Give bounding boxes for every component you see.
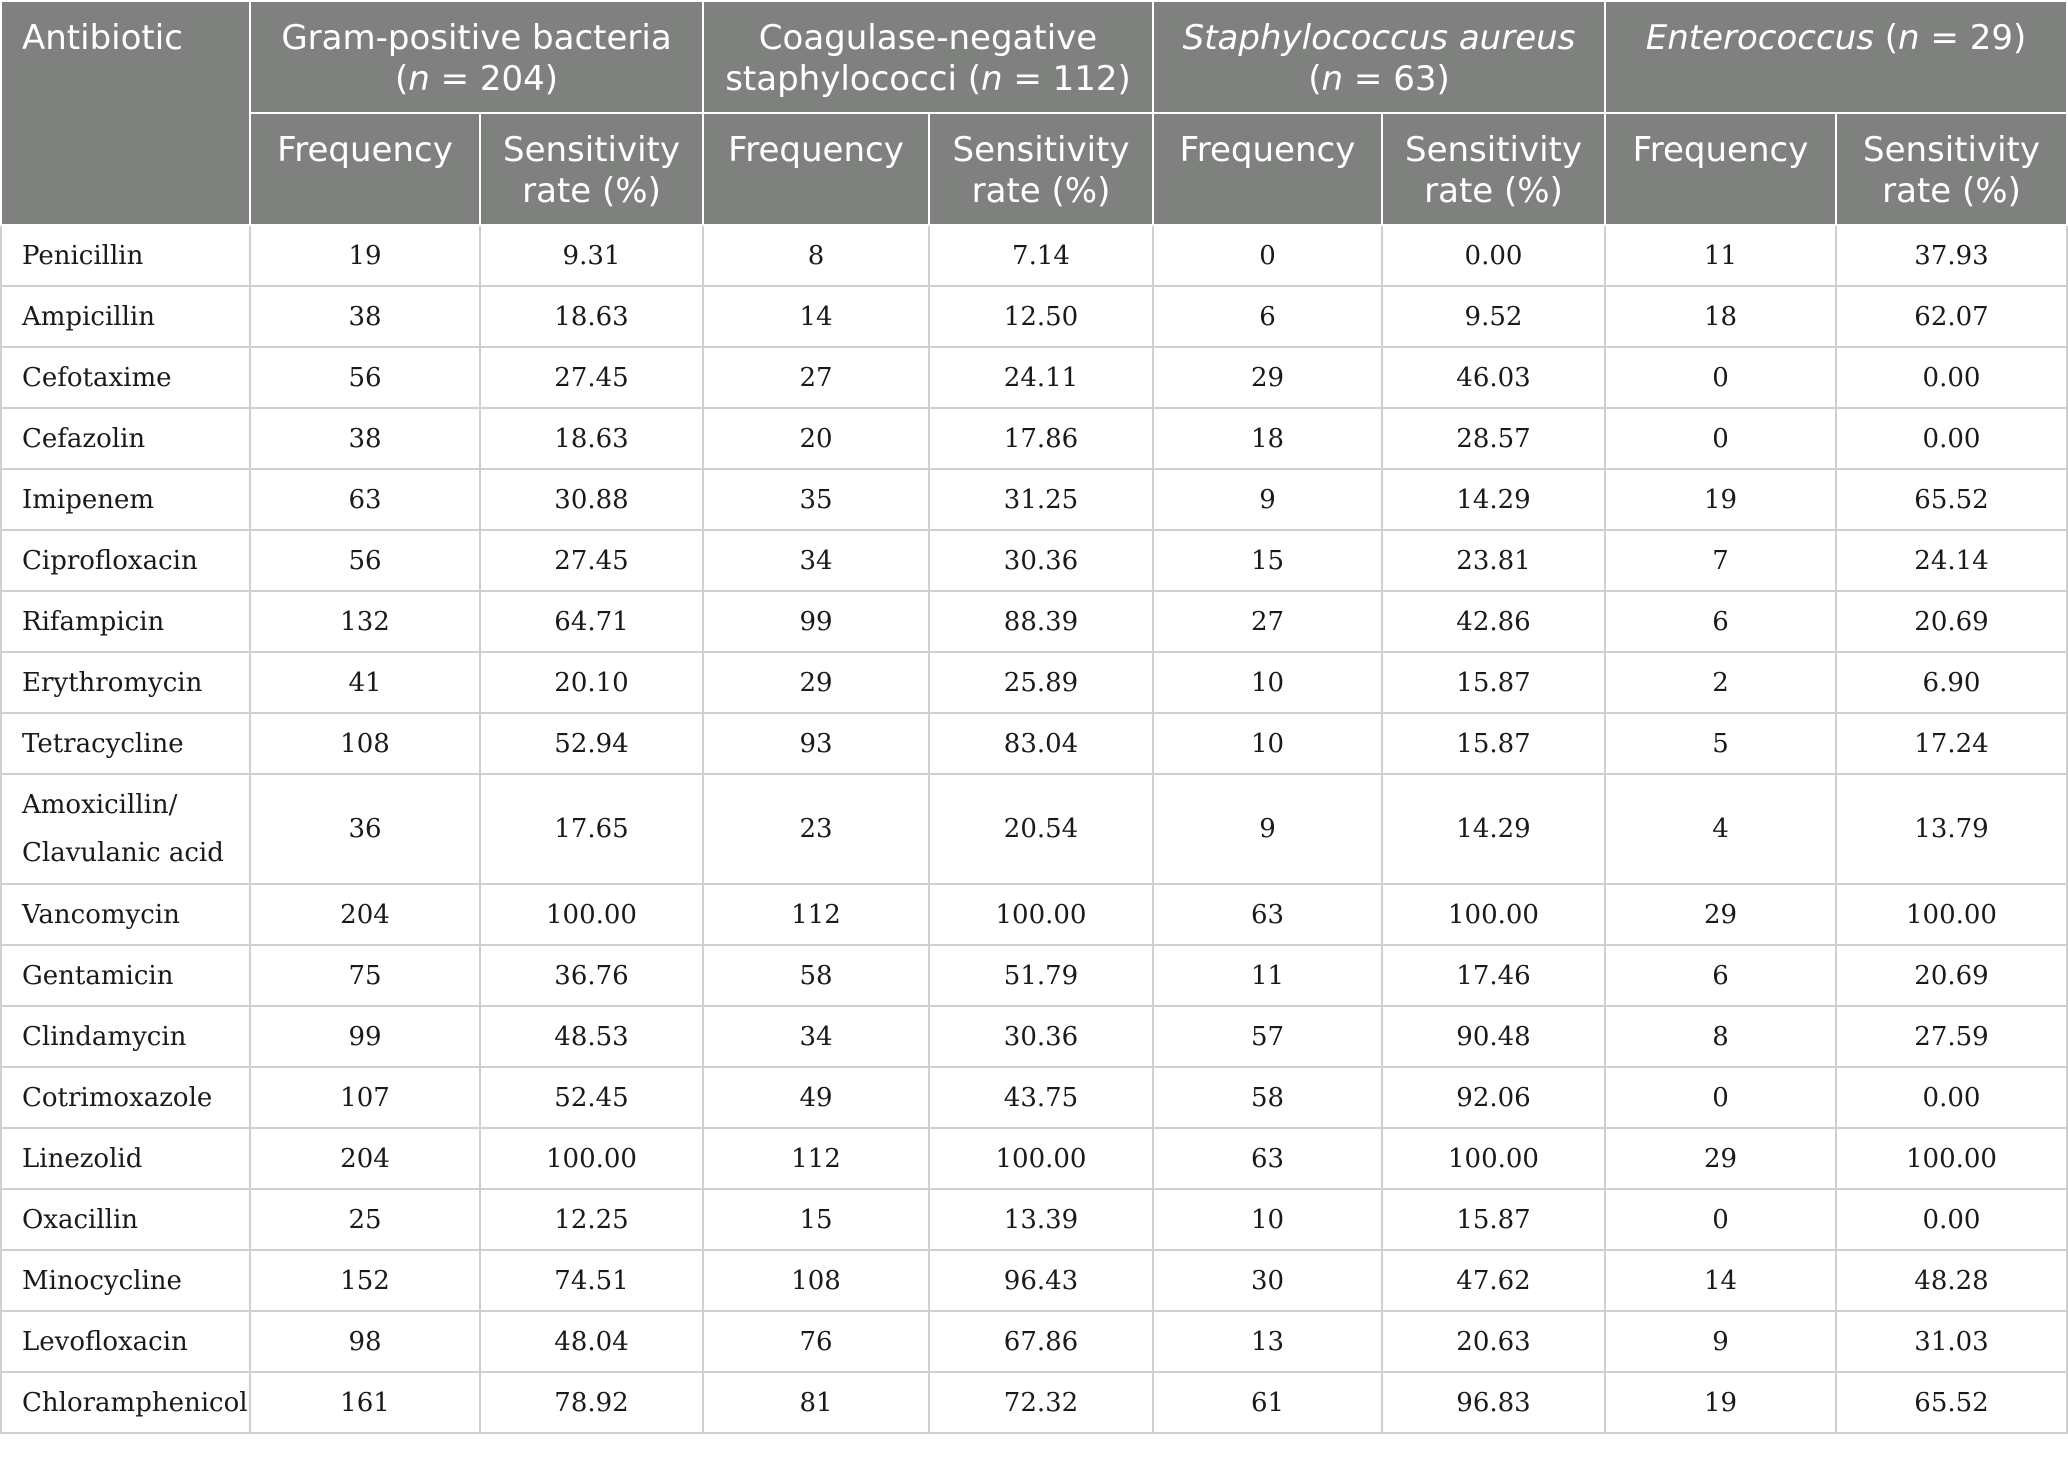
- frequency-cell: 18: [1153, 408, 1382, 469]
- sensitivity-cell: 0.00: [1836, 347, 2067, 408]
- frequency-cell: 75: [250, 945, 480, 1006]
- table-row: [1, 530, 2067, 591]
- group-n-value: = 29): [1919, 18, 2027, 58]
- sensitivity-cell: 48.53: [480, 1006, 703, 1067]
- frequency-cell: 204: [250, 884, 480, 945]
- sensitivity-cell: 62.07: [1836, 286, 2067, 347]
- frequency-cell: 6: [1153, 286, 1382, 347]
- table-row: [1, 1006, 2067, 1067]
- table-row: [1, 1067, 2067, 1128]
- table-row: [1, 774, 2067, 884]
- frequency-cell: 13: [1153, 1311, 1382, 1372]
- group-label: Coagulase-negative staphylococci: [725, 18, 1098, 99]
- frequency-cell: 81: [703, 1372, 929, 1433]
- frequency-cell: 8: [703, 225, 929, 286]
- frequency-cell: 63: [1153, 884, 1382, 945]
- frequency-cell: 63: [1153, 1128, 1382, 1189]
- antibiotic-name-text: Cefotaxime: [22, 362, 172, 393]
- sensitivity-cell: 6.90: [1836, 652, 2067, 713]
- frequency-cell: 11: [1153, 945, 1382, 1006]
- frequency-cell: 14: [1605, 1250, 1836, 1311]
- frequency-cell: 10: [1153, 652, 1382, 713]
- antibiotic-name: [1, 713, 250, 774]
- frequency-cell: 6: [1605, 591, 1836, 652]
- frequency-cell: 57: [1153, 1006, 1382, 1067]
- frequency-cell: 15: [703, 1189, 929, 1250]
- table-row: [1, 652, 2067, 713]
- frequency-cell: 10: [1153, 1189, 1382, 1250]
- group-species: Staphylococcus aureus: [1182, 18, 1576, 58]
- sensitivity-cell: 100.00: [1382, 884, 1605, 945]
- sensitivity-cell: 100.00: [1382, 1128, 1605, 1189]
- frequency-cell: 112: [703, 884, 929, 945]
- header-frequency: Frequency: [1605, 113, 1836, 225]
- table-row: [1, 286, 2067, 347]
- sensitivity-cell: 25.89: [929, 652, 1153, 713]
- frequency-cell: 34: [703, 1006, 929, 1067]
- frequency-cell: 38: [250, 286, 480, 347]
- frequency-cell: 29: [1605, 1128, 1836, 1189]
- frequency-cell: 29: [1153, 347, 1382, 408]
- sensitivity-cell: 24.14: [1836, 530, 2067, 591]
- antibiotic-name: [1, 530, 250, 591]
- frequency-cell: 41: [250, 652, 480, 713]
- antibiotic-name-text: Vancomycin: [22, 899, 180, 930]
- frequency-cell: 2: [1605, 652, 1836, 713]
- frequency-cell: 0: [1605, 347, 1836, 408]
- frequency-cell: 99: [703, 591, 929, 652]
- antibiotic-name-text: Amoxicillin/ Clavulanic acid: [22, 790, 224, 868]
- antibiotic-name-text: Clindamycin: [22, 1021, 187, 1052]
- sensitivity-cell: 23.81: [1382, 530, 1605, 591]
- sensitivity-cell: 13.79: [1836, 774, 2067, 884]
- antibiotic-name: [1, 469, 250, 530]
- frequency-cell: 9: [1153, 469, 1382, 530]
- frequency-cell: 11: [1605, 225, 1836, 286]
- antibiotic-name: [1, 1372, 250, 1433]
- group-n: n: [408, 59, 430, 99]
- antibiotic-name-text: Linezolid: [22, 1143, 143, 1174]
- sensitivity-cell: 12.50: [929, 286, 1153, 347]
- header-group-s-aureus: [1153, 1, 1605, 113]
- frequency-cell: 76: [703, 1311, 929, 1372]
- sensitivity-cell: 90.48: [1382, 1006, 1605, 1067]
- group-open: (: [1308, 59, 1322, 99]
- frequency-cell: 0: [1605, 1189, 1836, 1250]
- sensitivity-cell: 20.69: [1836, 591, 2067, 652]
- frequency-cell: 18: [1605, 286, 1836, 347]
- header-sensitivity: Sensitivity rate (%): [480, 113, 703, 225]
- antibiotic-name-text: Minocycline: [22, 1265, 182, 1296]
- frequency-cell: 34: [703, 530, 929, 591]
- sensitivity-cell: 31.25: [929, 469, 1153, 530]
- sensitivity-cell: 100.00: [929, 884, 1153, 945]
- frequency-cell: 38: [250, 408, 480, 469]
- sensitivity-cell: 20.63: [1382, 1311, 1605, 1372]
- table-body: [1, 225, 2067, 1433]
- group-n-value: = 112): [1002, 59, 1131, 99]
- header-sensitivity: Sensitivity rate (%): [1382, 113, 1605, 225]
- frequency-cell: 29: [1605, 884, 1836, 945]
- sensitivity-cell: 17.86: [929, 408, 1153, 469]
- antibiotic-name: [1, 347, 250, 408]
- antibiotic-name-text: Levofloxacin: [22, 1326, 188, 1357]
- table-row: [1, 469, 2067, 530]
- sensitivity-cell: 0.00: [1382, 225, 1605, 286]
- antibiotic-name: [1, 652, 250, 713]
- frequency-cell: 9: [1605, 1311, 1836, 1372]
- table-row: [1, 1189, 2067, 1250]
- header-group-cons: [703, 1, 1153, 113]
- sensitivity-cell: 0.00: [1836, 408, 2067, 469]
- sensitivity-cell: 0.00: [1836, 1189, 2067, 1250]
- header-sensitivity: Sensitivity rate (%): [929, 113, 1153, 225]
- table-row: [1, 591, 2067, 652]
- header-group-gram-positive: [250, 1, 703, 113]
- frequency-cell: 30: [1153, 1250, 1382, 1311]
- header-sensitivity: Sensitivity rate (%): [1836, 113, 2067, 225]
- sensitivity-cell: 42.86: [1382, 591, 1605, 652]
- sensitivity-cell: 24.11: [929, 347, 1153, 408]
- sensitivity-cell: 51.79: [929, 945, 1153, 1006]
- sensitivity-cell: 100.00: [1836, 1128, 2067, 1189]
- sensitivity-cell: 17.46: [1382, 945, 1605, 1006]
- frequency-cell: 49: [703, 1067, 929, 1128]
- frequency-cell: 6: [1605, 945, 1836, 1006]
- sensitivity-cell: 7.14: [929, 225, 1153, 286]
- sensitivity-cell: 14.29: [1382, 774, 1605, 884]
- antibiotic-name: [1, 286, 250, 347]
- group-label: Gram-positive bacteria: [281, 18, 672, 58]
- frequency-cell: 36: [250, 774, 480, 884]
- sensitivity-cell: 46.03: [1382, 347, 1605, 408]
- antibiotic-name: [1, 1067, 250, 1128]
- antibiotic-name: [1, 225, 250, 286]
- frequency-cell: 98: [250, 1311, 480, 1372]
- antibiotic-name-text: Cefazolin: [22, 423, 146, 454]
- frequency-cell: 112: [703, 1128, 929, 1189]
- antibiotic-name: [1, 408, 250, 469]
- antibiotic-name-text: Penicillin: [22, 240, 144, 271]
- antibiotic-name-text: Chloramphenicol: [22, 1387, 248, 1418]
- sensitivity-cell: 48.04: [480, 1311, 703, 1372]
- sensitivity-cell: 30.36: [929, 1006, 1153, 1067]
- frequency-cell: 99: [250, 1006, 480, 1067]
- sensitivity-cell: 20.10: [480, 652, 703, 713]
- antibiotic-name: [1, 1128, 250, 1189]
- antibiotic-name: [1, 591, 250, 652]
- frequency-cell: 0: [1153, 225, 1382, 286]
- frequency-cell: 27: [703, 347, 929, 408]
- frequency-cell: 15: [1153, 530, 1382, 591]
- table-row: [1, 1250, 2067, 1311]
- group-open: (: [967, 59, 981, 99]
- sensitivity-cell: 30.88: [480, 469, 703, 530]
- frequency-cell: 63: [250, 469, 480, 530]
- antibiotic-name: [1, 1006, 250, 1067]
- header-frequency: Frequency: [1153, 113, 1382, 225]
- sensitivity-cell: 78.92: [480, 1372, 703, 1433]
- sensitivity-cell: 100.00: [1836, 884, 2067, 945]
- table-header: [1, 1, 2067, 225]
- frequency-cell: 56: [250, 347, 480, 408]
- sensitivity-cell: 65.52: [1836, 1372, 2067, 1433]
- antibiotic-name-text: Cotrimoxazole: [22, 1082, 213, 1113]
- sensitivity-cell: 92.06: [1382, 1067, 1605, 1128]
- sensitivity-cell: 72.32: [929, 1372, 1153, 1433]
- sensitivity-cell: 18.63: [480, 286, 703, 347]
- frequency-cell: 20: [703, 408, 929, 469]
- frequency-cell: 29: [703, 652, 929, 713]
- antibiotic-name-text: Ampicillin: [22, 301, 155, 332]
- antibiotic-name: [1, 1250, 250, 1311]
- frequency-cell: 19: [1605, 1372, 1836, 1433]
- sensitivity-cell: 9.52: [1382, 286, 1605, 347]
- frequency-cell: 8: [1605, 1006, 1836, 1067]
- sensitivity-cell: 20.54: [929, 774, 1153, 884]
- sensitivity-cell: 31.03: [1836, 1311, 2067, 1372]
- group-n: n: [980, 59, 1003, 99]
- sensitivity-cell: 74.51: [480, 1250, 703, 1311]
- frequency-cell: 23: [703, 774, 929, 884]
- antibiotic-name-text: Tetracycline: [22, 728, 184, 759]
- header-antibiotic: Antibiotic: [1, 1, 250, 225]
- header-group-enterococcus: [1605, 1, 2067, 113]
- frequency-cell: 93: [703, 713, 929, 774]
- group-n: n: [1898, 18, 1920, 58]
- sensitivity-cell: 64.71: [480, 591, 703, 652]
- sensitivity-cell: 43.75: [929, 1067, 1153, 1128]
- group-open: (: [394, 59, 409, 99]
- table-row: [1, 945, 2067, 1006]
- sensitivity-cell: 27.45: [480, 347, 703, 408]
- sensitivity-cell: 14.29: [1382, 469, 1605, 530]
- frequency-cell: 5: [1605, 713, 1836, 774]
- frequency-cell: 10: [1153, 713, 1382, 774]
- sensitivity-cell: 27.45: [480, 530, 703, 591]
- frequency-cell: 0: [1605, 1067, 1836, 1128]
- frequency-cell: 19: [250, 225, 480, 286]
- frequency-cell: 108: [250, 713, 480, 774]
- table-row: [1, 347, 2067, 408]
- sensitivity-cell: 9.31: [480, 225, 703, 286]
- frequency-cell: 4: [1605, 774, 1836, 884]
- antibiotic-name: [1, 884, 250, 945]
- sensitivity-cell: 28.57: [1382, 408, 1605, 469]
- frequency-cell: 35: [703, 469, 929, 530]
- sensitivity-cell: 17.24: [1836, 713, 2067, 774]
- sensitivity-cell: 15.87: [1382, 652, 1605, 713]
- sensitivity-cell: 18.63: [480, 408, 703, 469]
- sensitivity-cell: 15.87: [1382, 1189, 1605, 1250]
- frequency-cell: 107: [250, 1067, 480, 1128]
- antibiotic-name: [1, 774, 250, 884]
- antibiotic-name: [1, 1311, 250, 1372]
- frequency-cell: 58: [703, 945, 929, 1006]
- antibiotic-name-text: Gentamicin: [22, 960, 174, 991]
- frequency-cell: 132: [250, 591, 480, 652]
- header-frequency: Frequency: [703, 113, 929, 225]
- frequency-cell: 14: [703, 286, 929, 347]
- sensitivity-cell: 96.43: [929, 1250, 1153, 1311]
- antibiotic-name: [1, 945, 250, 1006]
- antibiotic-name-text: Imipenem: [22, 484, 155, 515]
- sensitivity-cell: 27.59: [1836, 1006, 2067, 1067]
- group-n-value: = 63): [1343, 59, 1450, 99]
- table-row: [1, 1311, 2067, 1372]
- sensitivity-cell: 20.69: [1836, 945, 2067, 1006]
- sensitivity-cell: 48.28: [1836, 1250, 2067, 1311]
- frequency-cell: 152: [250, 1250, 480, 1311]
- sensitivity-cell: 88.39: [929, 591, 1153, 652]
- frequency-cell: 108: [703, 1250, 929, 1311]
- sensitivity-cell: 83.04: [929, 713, 1153, 774]
- table-row: [1, 884, 2067, 945]
- sensitivity-cell: 96.83: [1382, 1372, 1605, 1433]
- header-frequency: Frequency: [250, 113, 480, 225]
- frequency-cell: 7: [1605, 530, 1836, 591]
- sensitivity-cell: 30.36: [929, 530, 1153, 591]
- sensitivity-cell: 65.52: [1836, 469, 2067, 530]
- table-row: [1, 1372, 2067, 1433]
- sensitivity-cell: 47.62: [1382, 1250, 1605, 1311]
- table-row: [1, 1128, 2067, 1189]
- group-n: n: [1321, 59, 1344, 99]
- table-row: [1, 713, 2067, 774]
- frequency-cell: 19: [1605, 469, 1836, 530]
- frequency-cell: 61: [1153, 1372, 1382, 1433]
- sensitivity-cell: 100.00: [480, 884, 703, 945]
- sensitivity-cell: 67.86: [929, 1311, 1153, 1372]
- sensitivity-cell: 100.00: [480, 1128, 703, 1189]
- frequency-cell: 58: [1153, 1067, 1382, 1128]
- frequency-cell: 56: [250, 530, 480, 591]
- frequency-cell: 25: [250, 1189, 480, 1250]
- sensitivity-cell: 52.94: [480, 713, 703, 774]
- group-open: (: [1873, 18, 1899, 58]
- table-row: [1, 225, 2067, 286]
- frequency-cell: 161: [250, 1372, 480, 1433]
- frequency-cell: 204: [250, 1128, 480, 1189]
- sensitivity-cell: 0.00: [1836, 1067, 2067, 1128]
- antibiotic-name: [1, 1189, 250, 1250]
- table-row: [1, 408, 2067, 469]
- frequency-cell: 27: [1153, 591, 1382, 652]
- antibiotic-name-text: Rifampicin: [22, 606, 165, 637]
- antibiotic-name-text: Oxacillin: [22, 1204, 139, 1235]
- sensitivity-cell: 37.93: [1836, 225, 2067, 286]
- sensitivity-cell: 100.00: [929, 1128, 1153, 1189]
- sensitivity-cell: 36.76: [480, 945, 703, 1006]
- group-n-value: = 204): [429, 59, 559, 99]
- sensitivity-cell: 12.25: [480, 1189, 703, 1250]
- antibiotic-name-text: Ciprofloxacin: [22, 545, 198, 576]
- sensitivity-cell: 52.45: [480, 1067, 703, 1128]
- frequency-cell: 9: [1153, 774, 1382, 884]
- frequency-cell: 0: [1605, 408, 1836, 469]
- sensitivity-cell: 17.65: [480, 774, 703, 884]
- sensitivity-cell: 15.87: [1382, 713, 1605, 774]
- sensitivity-cell: 13.39: [929, 1189, 1153, 1250]
- group-species: Enterococcus: [1645, 18, 1874, 58]
- antibiotic-name-text: Erythromycin: [22, 667, 203, 698]
